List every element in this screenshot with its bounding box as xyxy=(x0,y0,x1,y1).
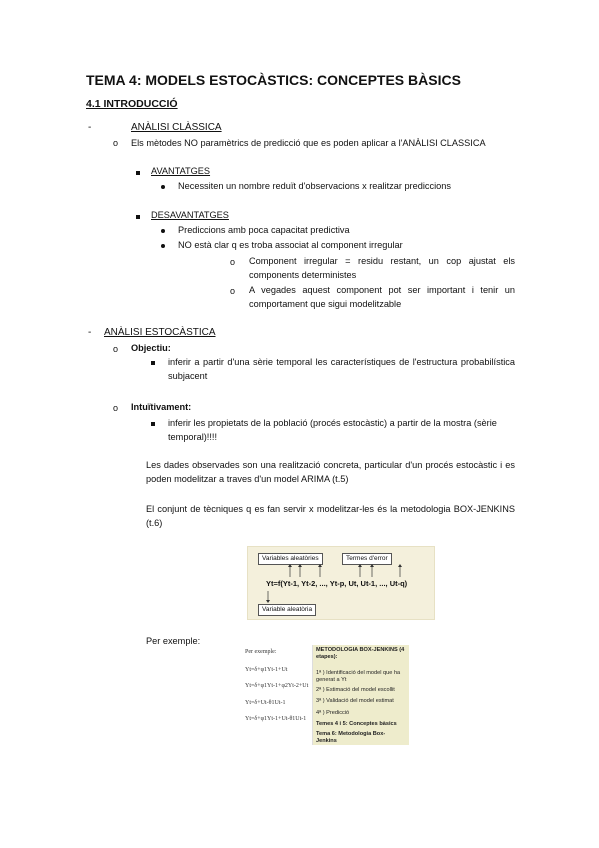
equation-1: Yt=δ+φ1Yt-1+Ut xyxy=(245,667,288,673)
stochastic-heading: ANÀLISI ESTOCÀSTICA xyxy=(104,327,216,338)
page-title: TEMA 4: MODELS ESTOCÀSTICS: CONCEPTES BÀSICS xyxy=(86,72,461,88)
bullet-square xyxy=(151,422,155,426)
step-4: 4ª ) Predicció xyxy=(316,710,350,716)
example-label: Per exemple: xyxy=(146,636,201,646)
model-diagram xyxy=(247,546,435,620)
error-terms-box: Termes d'error xyxy=(342,553,392,565)
bullet-circle: o xyxy=(113,403,119,413)
methodology-title: METODOLOGIA BOX-JENKINS (4 etapes): xyxy=(316,647,405,660)
equations-title: Per exemple: xyxy=(245,649,277,655)
objective-label: Objectiu: xyxy=(131,343,171,353)
bullet-circle: o xyxy=(113,138,119,148)
bullet-circle: o xyxy=(230,257,236,267)
paragraph-box-jenkins: El conjunt de tècniques q es fan servir x modelitzar-les és la metodologia BOX-JENKINS (t.6) xyxy=(146,504,515,528)
disadvantage-item-1: Prediccions amb poca capacitat predictiva xyxy=(178,225,350,235)
objective-text: inferir a partir d'una sèrie temporal les característiques de l'estructura probabilística subjacent xyxy=(168,357,515,381)
random-variable-box: Variable aleatòria xyxy=(258,604,316,616)
bullet-dot xyxy=(161,185,165,189)
paragraph-arima: Les dades observades son una realització concreta, particular d'un procés estocàstic i es poden modelitzar a traves d'un model ARIMA (t.5) xyxy=(146,460,515,484)
bullet-dot xyxy=(161,229,165,233)
bullet-square xyxy=(136,215,140,219)
box-jenkins-panel xyxy=(312,645,409,745)
model-formula: Yt=f(Yt-1, Yt-2, ..., Yt-p, Ut, Ut-1, ..., Ut-q) xyxy=(266,579,408,588)
step-1: 1ª ) Identificació del model que ha generat a Yt xyxy=(316,670,401,683)
classic-intro: Els mètodes NO paramètrics de predicció que es poden aplicar a l'ANÀLISI CLASSICA xyxy=(131,138,486,148)
bullet-dot xyxy=(161,244,165,248)
random-variables-box: Variables aleatòries xyxy=(258,553,323,565)
sub-item-2: A vegades aquest component pot ser important i tenir un comportament que sigui modelitzable xyxy=(249,285,515,309)
disadvantages-heading: DESAVANTATGES xyxy=(151,210,229,220)
equation-4: Yt=δ+φ1Yt-1+Ut-θ1Ut-1 xyxy=(245,716,307,722)
example-equations xyxy=(240,645,312,725)
sub-item-1: Component irregular = residu restant, un cop ajustat els components deterministes xyxy=(249,256,515,280)
topic-6: Tema 6: Metodologia Box-Jenkins xyxy=(316,731,386,744)
equation-3: Yt=δ+Ut-θ1Ut-1 xyxy=(245,700,286,706)
advantages-heading: AVANTATGES xyxy=(151,166,211,176)
dash-marker: - xyxy=(88,122,92,133)
disadvantage-item-2: NO està clar q es troba associat al component irregular xyxy=(178,240,403,250)
step-3: 3ª ) Validació del model estimat xyxy=(316,698,394,704)
topics-4-5: Temes 4 i 5: Conceptes bàsics xyxy=(316,721,397,727)
bullet-circle: o xyxy=(230,286,236,296)
bullet-square xyxy=(136,171,140,175)
step-2: 2ª ) Estimació del model escollit xyxy=(316,687,395,693)
dash-marker: - xyxy=(88,327,92,338)
bullet-circle: o xyxy=(113,344,119,354)
classic-heading: ANÀLISI CLÀSSICA xyxy=(131,122,222,133)
section-heading: 4.1 INTRODUCCIÓ xyxy=(86,98,178,110)
intuitive-text: inferir les propietats de la població (procés estocàstic) a partir de la mostra (sèrie temporal)!!!! xyxy=(168,418,497,442)
equation-2: Yt=δ+φ1Yt-1+φ2Yt-2+Ut xyxy=(245,683,309,689)
advantage-item: Necessiten un nombre reduït d'observacions x realitzar prediccions xyxy=(178,181,451,191)
intuitive-label: Intuïtivament: xyxy=(131,402,192,412)
bullet-square xyxy=(151,361,155,365)
